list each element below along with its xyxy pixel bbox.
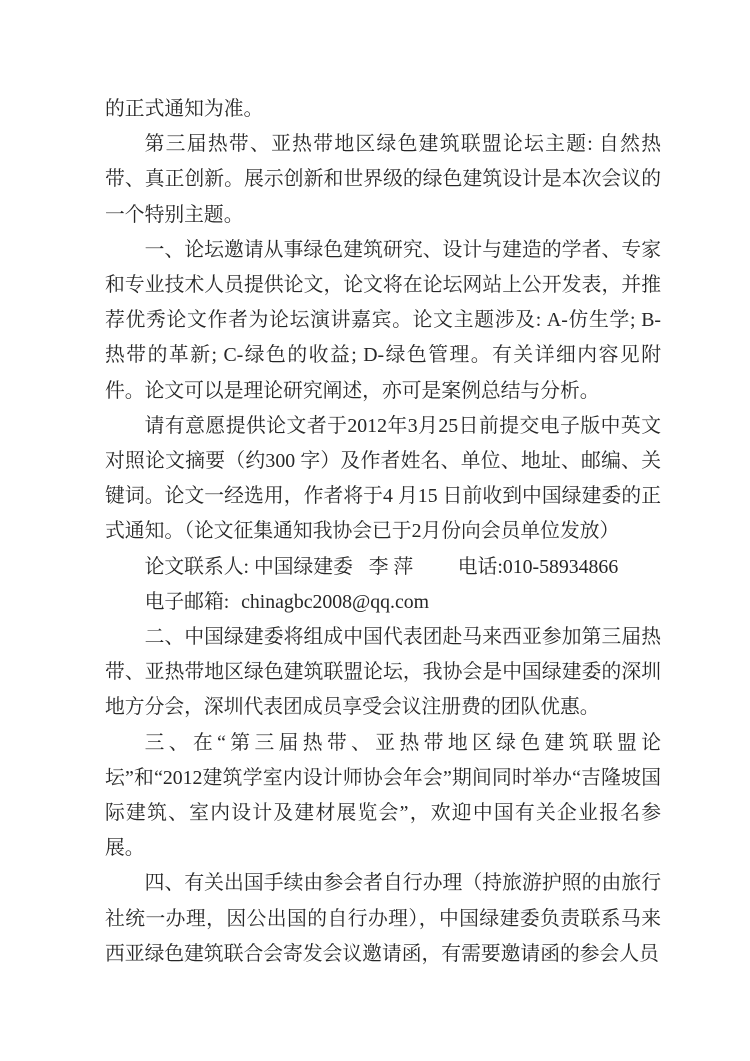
phone-number: 010-58934866 — [502, 555, 619, 578]
contact-org: 中国绿建委 — [253, 555, 353, 578]
paragraph-forum-theme: 第三届热带、亚热带地区绿色建筑联盟论坛主题: 自然热带、真正创新。展示创新和世界级的绿色建筑设计是本次会议的一个特别主题。 — [105, 133, 661, 226]
phone-label: 电话: — [457, 555, 503, 578]
paragraph-item-3-exhibition: 三、在“第三届热带、亚热带地区绿色建筑联盟论坛”和“2012建筑学室内设计师协会年会”期间同时举办“吉隆坡国际建筑、室内设计及建材展览会”，欢迎中国有关企业报名参展。 — [105, 731, 661, 860]
paragraph-item-4-travel-procedures: 四、有关出国手续由参会者自行办理（持旅游护照的由旅行社统一办理，因公出国的自行办理），中国绿建委负责联系马来西亚绿色建筑联合会寄发会议邀请函，有需要邀请函的参会人员 — [105, 872, 661, 965]
paragraph-submission-deadline: 请有意愿提供论文者于2012年3月25日前提交电子版中英文对照论文摘要（约300 字）及作者姓名、单位、地址、邮编、关键词。论文一经选用，作者将于4 月15 日前收到中国绿建委的正式通知。（论文征集通知我协会已于2月份向会员单位发放） — [105, 414, 661, 543]
contact-person: 李 萍 — [368, 555, 414, 578]
paragraph-item-2-delegation: 二、中国绿建委将组成中国代表团赴马来西亚参加第三届热带、亚热带地区绿色建筑联盟论坛，我协会是中国绿建委的深圳地方分会，深圳代表团成员享受会议注册费的团队优惠。 — [105, 626, 661, 719]
contact-label: 论文联系人: — [144, 555, 249, 578]
email-label: 电子邮箱: — [144, 590, 230, 613]
contact-line — [105, 550, 661, 585]
email-address: chinagbc2008@qq.com — [241, 590, 430, 613]
document-page — [105, 92, 661, 972]
paragraph-continuation: 的正式通知为准。 — [105, 98, 264, 120]
paragraph-item-1-call-for-papers: 一、论坛邀请从事绿色建筑研究、设计与建造的学者、专家和专业技术人员提供论文，论文将在论坛网站上公开发表，并推荐优秀论文作者为论坛演讲嘉宾。论文主题涉及: A-仿生学; B-热带的革新; C-绿色的收益; D-绿色管理。有关详细内容见附件。论文可以是理论研究阐述，亦可是案例总结与分析。 — [105, 238, 661, 402]
email-line — [105, 585, 661, 620]
